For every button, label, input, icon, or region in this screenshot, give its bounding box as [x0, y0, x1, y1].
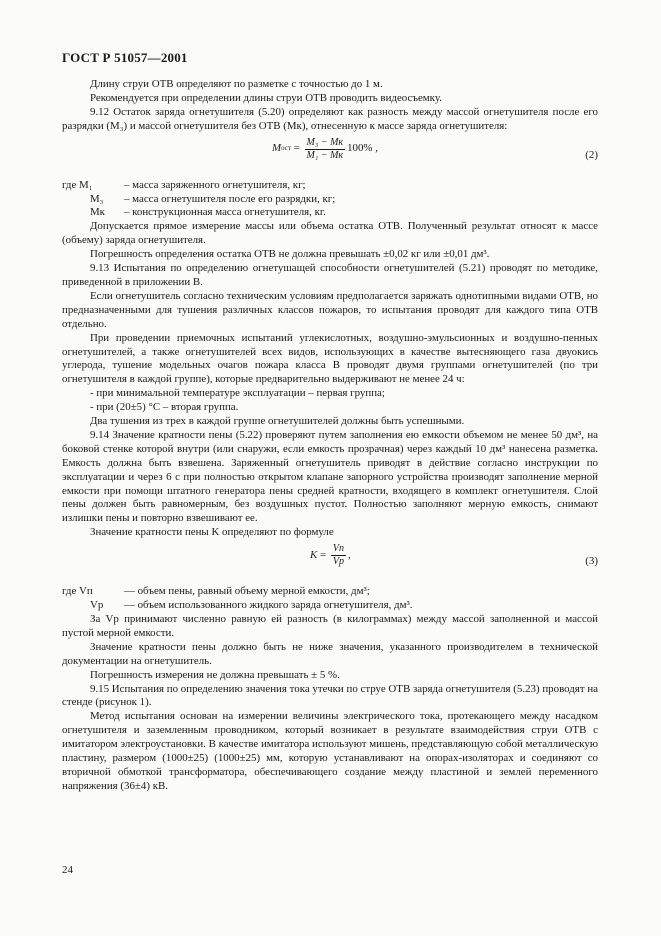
formula-denominator: M₁ − Mк — [306, 149, 344, 161]
paragraph: Погрешность определения остатка ОТВ не должна превышать ±0,02 кг или ±0,01 дм³. — [90, 248, 490, 261]
conditions-list — [62, 387, 598, 415]
formula-lhs-sub: ост — [281, 144, 291, 153]
formula-eq: = — [290, 142, 303, 155]
list-item: - при минимальной температуре эксплуатации – первая группа; — [90, 387, 385, 400]
definition-symbol: Mк — [90, 206, 105, 219]
formula-lhs: K — [310, 548, 318, 561]
formula-fraction — [305, 137, 346, 162]
definition-row — [62, 585, 598, 599]
paragraph: 9.13 Испытания по определению огнетушащей способности огнетушителей (5.21) проводят по методике, приведенной в приложении В. — [62, 262, 598, 288]
formula-residue — [62, 137, 598, 177]
formula-fraction — [331, 543, 346, 568]
definition-row — [62, 206, 598, 220]
paragraph: 9.14 Значение кратности пены (5.22) проверяют путем заполнения ею емкости объемом не менее 50 дм³, на боковой стенке которой внутри (или снаружи, если емкость прозрачная) через каждый 10 дм³ нанесена разметка. Емкость должна быть взвешена. Заряженный огнетушитель приводят в действие согласно инструкции по эксплуатации и через 6 с при полностью открытом клапане запорного устройства производят заполнение мерной емкости при помощи штатного генератора пены средней кратности, входящего в комплект огнетушителя. Слой пены должен быть равномерным, без воздушных пустот. Полностью заполняют мерную емкость, снимают излишки пены и повторно взвешивают ее. — [62, 428, 598, 525]
paragraph: За Vр принимают численно равную ей разность (в килограммах) между массой заполненной и массой пустой мерной емкости. — [62, 613, 598, 639]
definition-text: — объем использованного жидкого заряда огнетушителя, дм³. — [124, 599, 413, 612]
paragraph: Длину струи ОТВ определяют по разметке с точностью до 1 м. — [90, 78, 383, 90]
formula-expansion — [62, 543, 598, 583]
paragraph: Допускается прямое измерение массы или объема остатка ОТВ. Полученный результат относят к массе (объему) заряда огнетушителя. — [62, 220, 598, 247]
formula-numerator: M₃ − Mк — [306, 136, 344, 148]
definitions-2 — [62, 585, 598, 613]
formula-tail: , — [347, 548, 351, 561]
definition-symbol: M₃ — [90, 192, 104, 205]
definition-symbol: Vр — [90, 599, 104, 612]
definitions-1 — [62, 179, 598, 221]
formula-denominator: Vр — [332, 556, 344, 568]
paragraph: Рекомендуется при определении длины струи ОТВ проводить видеосъемку. — [90, 91, 442, 104]
paragraph: Два тушения из трех в каждой группе огнетушителей должны быть успешными. — [90, 415, 465, 428]
paragraph: Метод испытания основан на измерении величины электрического тока, протекающего между насадком огнетушителя и заземленным проводником, который возникает в результате взаимодействия струи ОТВ с имитатором электроустановки. В качестве имитатора используют мишень, представляющую собой металлическую пластину, размером (1000±25) (1000±25) мм, которую устанавливают на опорах-изоляторах и соединяют со вторичной обмоткой трансформатора, обеспечивающего создание между пластиной и землей переменного напряжения (36±4) кВ. — [62, 710, 598, 792]
paragraph: 9.15 Испытания по определению значения тока утечки по струе ОТВ заряда огнетушителя (5.23) проводят на стенде (рисунок 1). — [62, 682, 598, 709]
formula-numerator: Vп — [332, 543, 344, 555]
list-item: - при (20±5) °С – вторая группа. — [90, 401, 239, 414]
definition-symbol: где Vп — [62, 585, 93, 598]
page-header: ГОСТ Р 51057—2001 — [62, 50, 188, 65]
definition-text: – масса заряженного огнетушителя, кг; — [124, 178, 306, 191]
paragraph: Погрешность измерения не должна превышать ± 5 %. — [90, 668, 340, 681]
paragraph: Значение кратности пены должно быть не ниже значения, указанного производителем в технической документации на огнетушитель. — [62, 640, 598, 667]
paragraph: 9.12 Остаток заряда огнетушителя (5.20) определяют как разность между массой огнетушителя после его разрядки (M₃) и массой огнетушителя без ОТВ (Mк), отнесенную к массе заряда огнетушителя: — [62, 105, 598, 132]
paragraph: При проведении приемочных испытаний углекислотных, воздушно-эмульсионных и воздушно-пенных огнетушителей, а также огнетушителей всех видов, использующих в качестве вытесняющего газа двуокись углерода, тушение модельных очагов пожара класса В проводят двумя группами огнетушителей (по три огнетушителя в каждой группе), которые предварительно выдерживают не менее 24 ч: — [62, 331, 598, 386]
formula-number: (3) — [585, 555, 598, 568]
document-body — [62, 78, 598, 794]
formula-lhs: M — [272, 142, 282, 155]
formula-tail: 100% , — [347, 142, 378, 155]
definition-symbol: где M₁ — [62, 178, 93, 191]
page-number: 24 — [62, 864, 73, 876]
definition-row — [62, 599, 598, 613]
definition-text: – масса огнетушителя после его разрядки, кг; — [124, 192, 336, 205]
formula-number: (2) — [585, 148, 598, 161]
definition-text: – конструкционная масса огнетушителя, кг. — [124, 206, 326, 219]
definition-row — [62, 193, 598, 207]
paragraph: Если огнетушитель согласно техническим условиям предполагается заряжать однотипными видами ОТВ, но предназначенными для тушения различных классов пожаров, то испытания проводят для каждого типа ОТВ отдельно. — [62, 289, 598, 330]
definition-row — [62, 179, 598, 193]
definition-text: — объем пены, равный объему мерной емкости, дм³; — [124, 585, 370, 598]
paragraph: Значение кратности пены K определяют по формуле — [90, 526, 334, 539]
formula-eq: = — [317, 548, 329, 561]
